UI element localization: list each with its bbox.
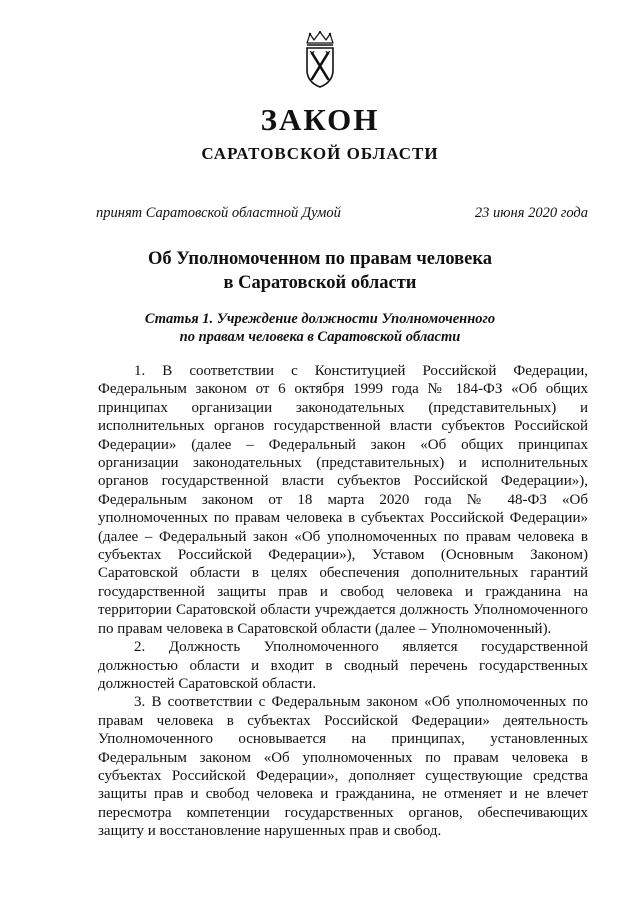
article-paragraph-2: 2. Должность Уполномоченного является государственной должностью области и входит в сводный перечень государственных должностей Саратовской области. [98,639,588,692]
article-body [98,362,588,841]
adoption-date: 23 июня 2020 года [474,205,588,221]
article-heading [0,310,640,346]
saratov-coat-of-arms-icon [300,30,340,90]
article-heading-line-2: по правам человека в Саратовской области [179,329,461,345]
document-heading [0,247,640,295]
law-region: САРАТОВСКОЙ ОБЛАСТИ [201,144,439,163]
article-paragraph-1: 1. В соответствии с Конституцией Российской Федерации, Федеральным законом от 6 октября 1999 года № 184-ФЗ «Об общих принципах организации законодательных (представительных) и исполнительных органов государственной власти субъектов Российской Федерации» (далее – Федеральный закон «Об общих принципах организации законодательных (представительных) и исполнительных органов государственной власти субъектов Российской Федерации»), Федеральным законом от 18 марта 2020 года № 48-ФЗ «Об уполномоченных по правам человека в субъектах Российской Федерации» (далее – Федеральный закон «Об уполномоченных по правам человека в субъектах Российской Федерации»), Уставом (Основным Законом) Саратовской области в целях обеспечения дополнительных гарантий государственной защиты прав и свобод человека и гражданина на территории Саратовской области учреждается должность Уполномоченного по правам человека в Саратовской области (далее – Уполномоченный). [98,363,588,637]
adoption-line [96,203,588,223]
article-paragraph-3: 3. В соответствии с Федеральным законом «Об уполномоченных по правам человека в субъектах Российской Федерации» деятельность Уполномоченного основывается на принципах, установленных Федеральным законом «Об уполномоченных по правам человека в субъектах Российской Федерации», дополняет существующие средства защиты прав и свобод человека и гражданина, не отменяет и не влечет пересмотра компетенции государственных органов, обеспечивающих защиту и восстановление нарушенных прав и свобод. [98,694,588,840]
law-title: ЗАКОН [260,102,380,137]
document-heading-line-1: Об Уполномоченном по правам человека [148,249,492,269]
document-heading-line-2: в Саратовской области [223,273,417,293]
article-heading-line-1: Статья 1. Учреждение должности Уполномоченного [144,311,496,327]
adopted-by-text: принят Саратовской областной Думой [96,205,341,221]
